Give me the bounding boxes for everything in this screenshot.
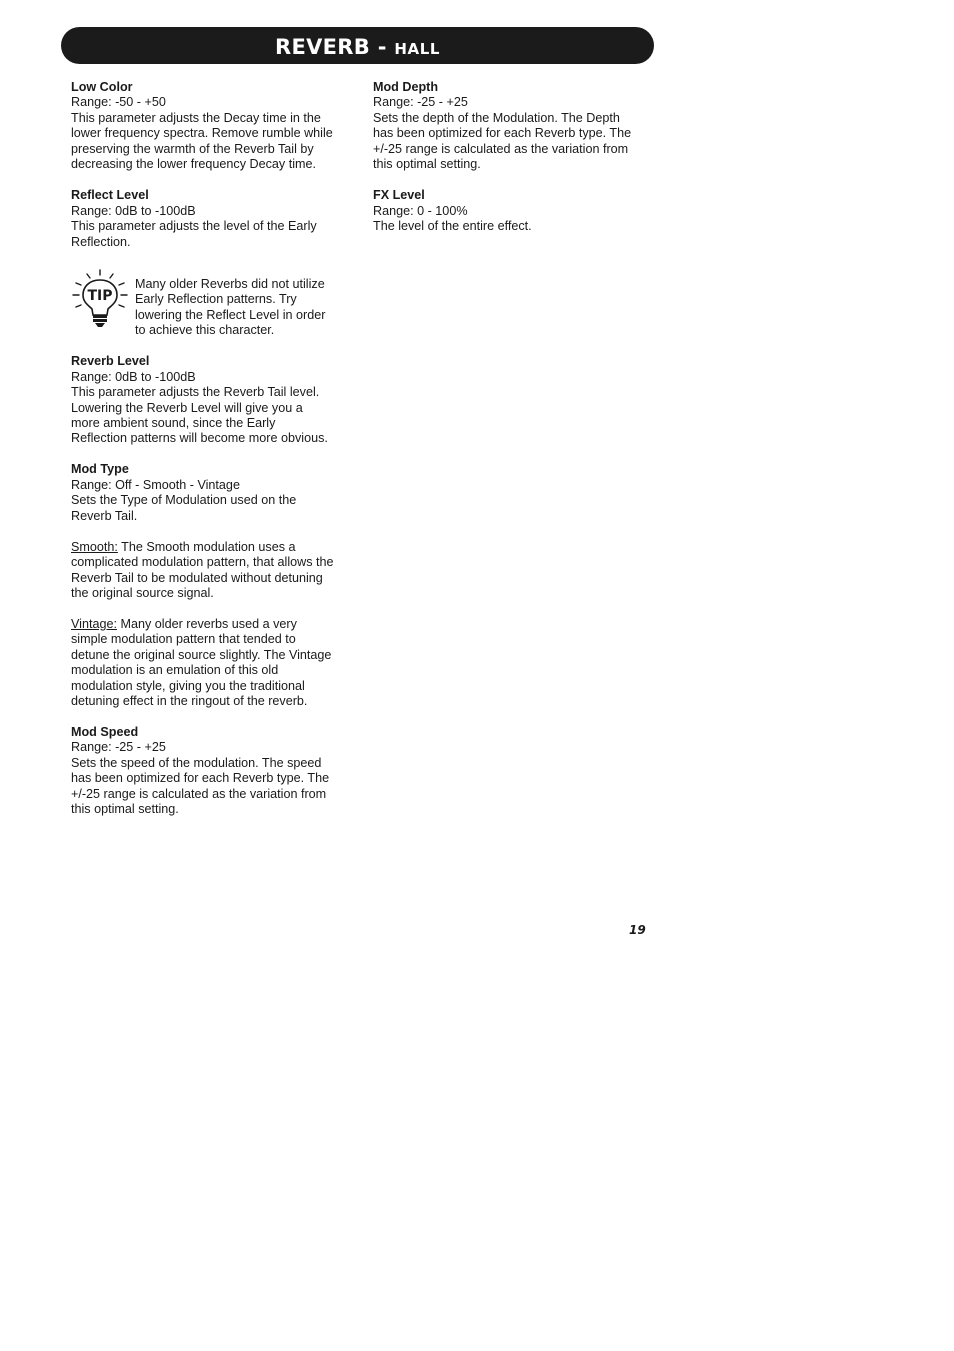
text-line: Sets the Type of Modulation used on the [71,493,297,508]
title-separator: - [377,34,387,59]
text-line: detune the original source slightly. The Vintage [71,647,332,662]
left-column [71,80,351,833]
text-line: has been optimized for each Reverb type. The [373,126,632,141]
tip-box [71,269,351,339]
title-main: REVERB [274,34,371,59]
text-line [71,617,351,632]
text-line: more ambient sound, since the Early [71,416,276,431]
text-line [71,540,351,555]
vintage-label: Vintage: [71,616,117,631]
right-column [373,80,653,250]
text-line: lowering the Reflect Level in order [135,307,326,322]
param-mod-type [71,462,351,524]
param-title: Reverb Level [71,354,150,369]
param-title: Mod Type [71,462,129,477]
param-title: Low Color [71,80,133,94]
text-line: This parameter adjusts the level of the Early [71,219,317,234]
text-fragment: Many older reverbs used a very [116,616,297,631]
text-line: has been optimized for each Reverb type. The [71,771,330,786]
section-header [61,27,654,64]
param-fx-level [373,188,653,234]
smooth-label: Smooth: [71,539,118,554]
text-line: Many older Reverbs did not utilize [135,276,325,291]
text-line: Reflection patterns will become more obvious. [71,431,328,446]
tip-text [135,269,325,339]
text-line: Sets the speed of the modulation. The speed [71,755,322,770]
lightbulb-tip-icon [71,269,135,329]
param-title: FX Level [373,188,425,203]
text-line: to achieve this character. [135,323,275,338]
text-line: Reverb Tail. [71,508,138,523]
tip-icon-label: TIP [87,287,113,304]
text-line: Early Reflection patterns. Try [135,292,297,307]
text-line: Reverb Tail to be modulated without detuning [71,570,323,585]
param-range: Range: Off - Smooth - Vintage [71,477,240,492]
text-line: Lowering the Reverb Level will give you a [71,400,303,415]
text-line: Reflection. [71,234,131,249]
text-line: modulation is an emulation of this old [71,663,279,678]
text-line: +/-25 range is calculated as the variation from [71,786,327,801]
param-title: Mod Speed [71,725,139,740]
page-title [275,35,440,59]
text-line: lower frequency spectra. Remove rumble while [71,126,333,141]
text-line: this optimal setting. [71,802,179,817]
text-line: this optimal setting. [373,157,481,172]
page-number: 19 [629,923,646,937]
text-line: +/-25 range is calculated as the variation from [373,141,629,156]
param-title: Reflect Level [71,188,149,203]
param-low-color [71,80,351,173]
text-line: complicated modulation pattern, that allows the [71,555,334,570]
param-range: Range: 0dB to -100dB [71,203,196,218]
param-range: Range: -50 - +50 [71,95,166,110]
text-line: modulation style, giving you the traditional [71,678,305,693]
text-line: simple modulation pattern that tended to [71,632,296,647]
title-subtitle: HALL [394,39,441,58]
text-line: The level of the entire effect. [373,219,532,234]
text-line: preserving the warmth of the Reverb Tail by [71,141,314,156]
param-title: Mod Depth [373,80,439,94]
param-range: Range: 0 - 100% [373,203,468,218]
text-line: detuning effect in the ringout of the reverb. [71,694,308,709]
text-line: the original source signal. [71,585,214,600]
param-range: Range: -25 - +25 [373,95,468,110]
param-mod-depth [373,80,653,173]
param-reflect-level [71,188,351,250]
mod-type-smooth [71,540,351,602]
param-reverb-level [71,354,351,447]
text-line: Sets the depth of the Modulation. The Depth [373,110,620,125]
param-mod-speed [71,725,351,818]
mod-type-vintage [71,617,351,710]
param-range: Range: -25 - +25 [71,740,166,755]
param-range: Range: 0dB to -100dB [71,369,196,384]
text-line: This parameter adjusts the Reverb Tail level. [71,385,320,400]
text-line: decreasing the lower frequency Decay time. [71,157,317,172]
text-fragment: The Smooth modulation uses a [117,539,296,554]
text-line: This parameter adjusts the Decay time in the [71,110,321,125]
